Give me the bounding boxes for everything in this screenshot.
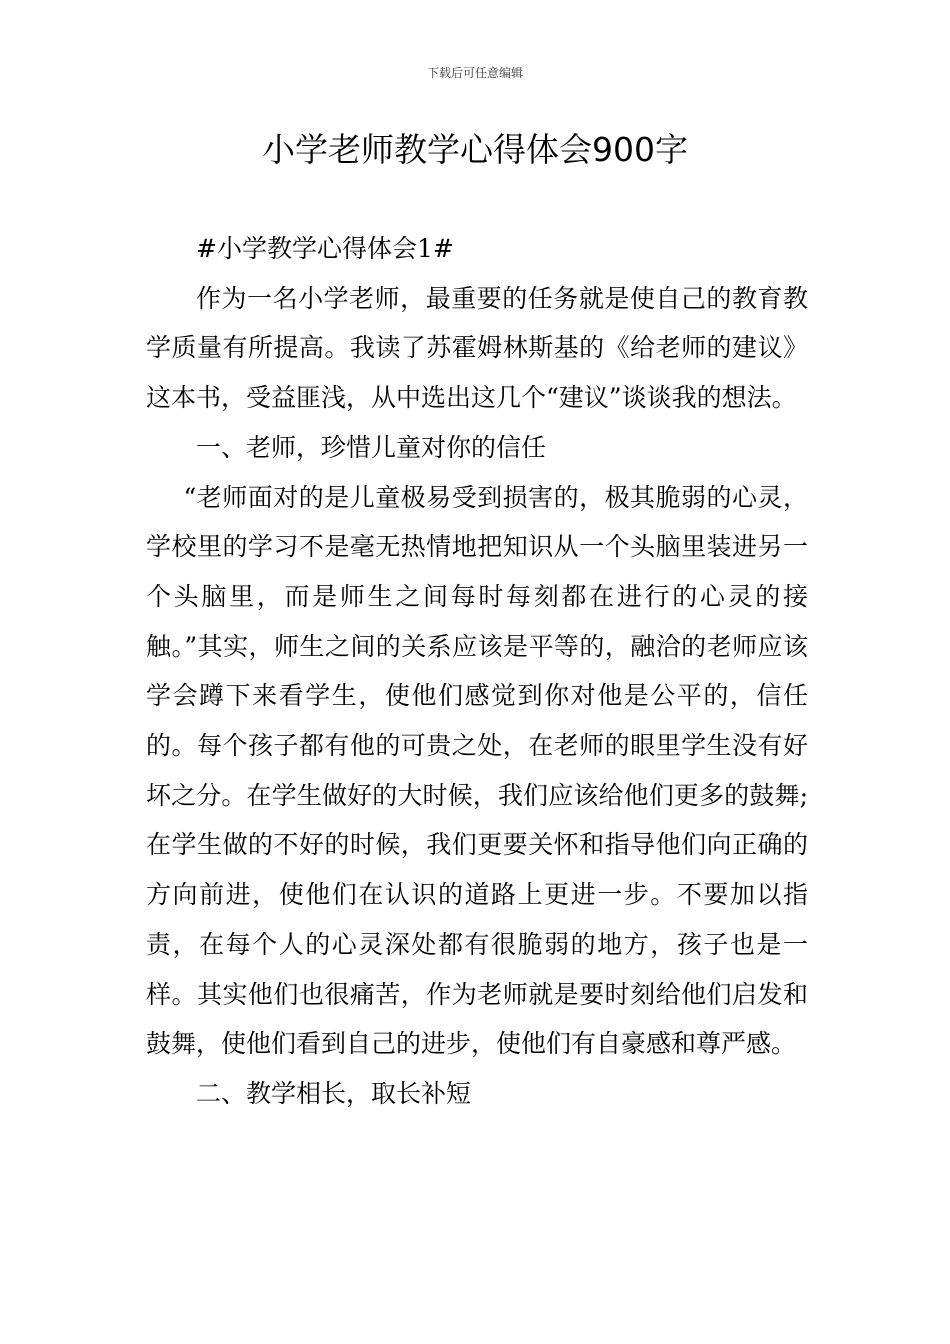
page-title: 小学老师教学心得体会900字: [262, 130, 688, 169]
document-body: [146, 224, 808, 1119]
section-marker: #小学教学心得体会1#: [196, 234, 454, 263]
section-heading-2: 二、教学相长，取长补短: [196, 1078, 472, 1108]
header-note: 下载后可任意编辑: [426, 66, 523, 80]
body-paragraph-1: “老师面对的是儿童极易受到损害的，极其脆弱的心灵，学校里的学习不是毫无热情地把知识从一个头脑里装进另一个头脑里，而是师生之间每时每刻都在进行的心灵的接触。”其实，师生之间的关系应该是平等的，融洽的老师应该学会蹲下来看学生，使他们感觉到你对他是公平的，信任的。每个孩子都有他的可贵之处，在老师的眼里学生没有好坏之分。在学生做好的大时候，我们应该给他们更多的鼓舞;在学生做的不好的时候，我们更要关怀和指导他们向正确的方向前进，使他们在认识的道路上更进一步。不要加以指责，在每个人的心灵深处都有很脆弱的地方，孩子也是一样。其实他们也很痛苦，作为老师就是要时刻给他们启发和鼓舞，使他们看到自己的进步，使他们有自豪感和尊严感。: [146, 482, 808, 1059]
section-heading-1: 一、老师，珍惜儿童对你的信任: [196, 432, 547, 462]
intro-paragraph: 作为一名小学老师，最重要的任务就是使自己的教育教学质量有所提高。我读了苏霍姆林斯基的《给老师的建议》这本书，受益匪浅，从中选出这几个“建议”谈谈我的想法。: [146, 283, 808, 413]
